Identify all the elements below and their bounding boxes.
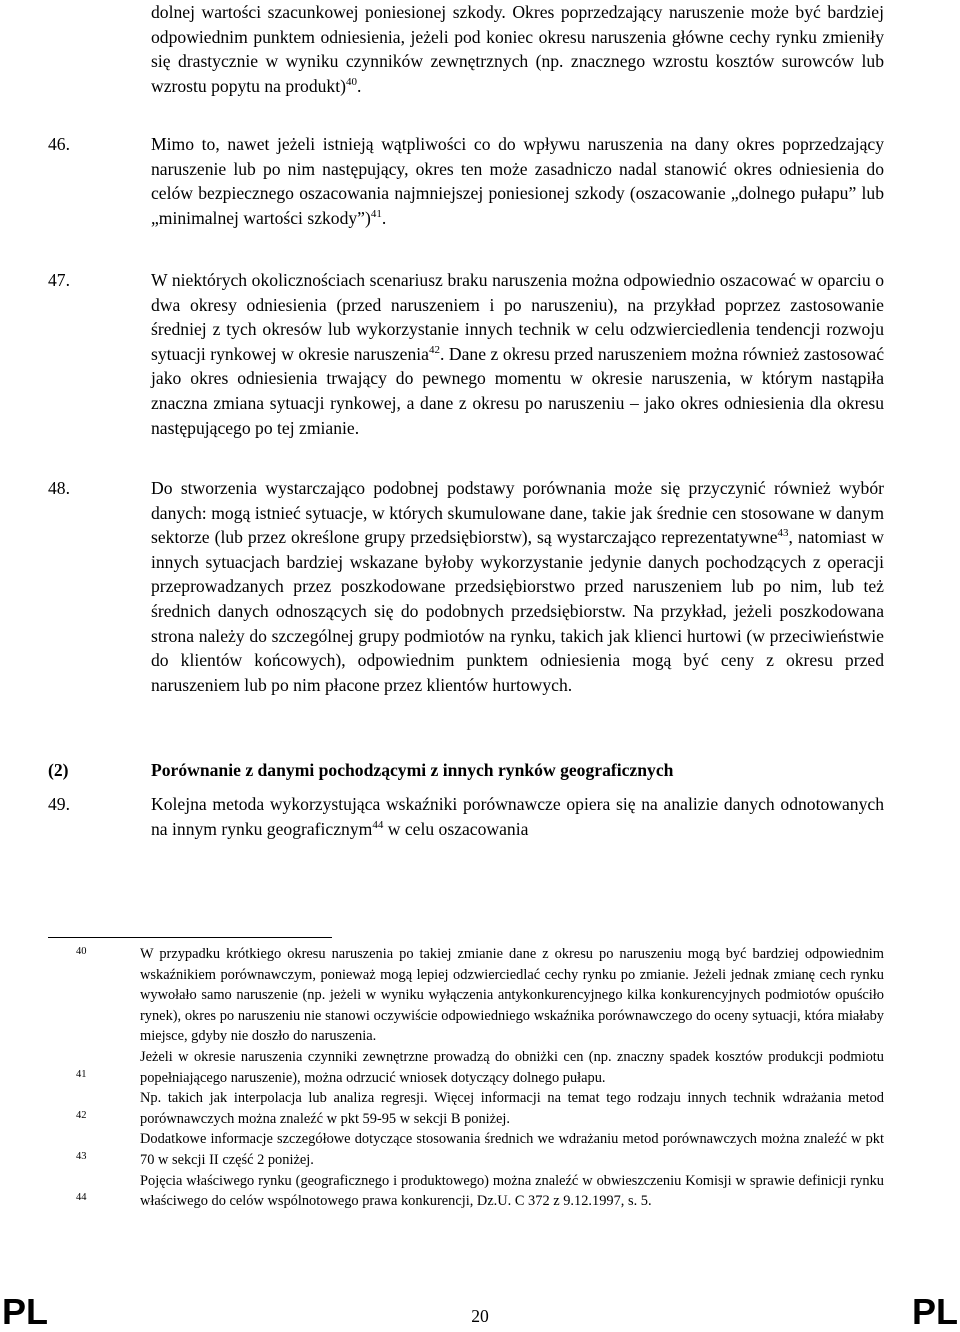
paragraph-text: Kolejna metoda wykorzystująca wskaźniki porównawcze opiera się na analizie danych odnotowanych na innym rynku geograficznym$^{44}$ w celu oszacowania bbox=[151, 794, 884, 839]
footnote-separator bbox=[48, 937, 332, 938]
footnote-number-40: 40 bbox=[76, 946, 87, 957]
section-title: Porównanie z danymi pochodzącymi z innych rynków geograficznych bbox=[151, 760, 674, 780]
paragraph-number: 49. bbox=[48, 794, 70, 814]
paragraph-48 bbox=[48, 476, 884, 697]
page-number: 20 bbox=[471, 1306, 489, 1326]
section-number: (2) bbox=[48, 760, 69, 780]
footer-language-left: PL bbox=[2, 1291, 49, 1332]
footnote-text-43: Dodatkowe informacje szczegółowe dotyczące stosowania średnich we wdrażaniu metod porównawczych można znaleźć w pkt 70 w sekcji II część 2 poniżej. bbox=[140, 1131, 884, 1168]
continued-paragraph: dolnej wartości szacunkowej poniesionej szkody. Okres poprzedzający naruszenie może być bardziej odpowiednim punktem odniesienia, jeżeli pod koniec okresu naruszenia główne cechy rynku zmieniły się drastycznie w wyniku czynników zewnętrznych (np. znacznego wzrostu kosztów surowców lub wzrostu popytu na produkt)$^{40}$. bbox=[151, 2, 884, 96]
footnote-ref-42[interactable]: 42 bbox=[428, 343, 440, 356]
footnote-ref-41[interactable]: 41 bbox=[370, 207, 382, 220]
paragraph-text: Mimo to, nawet jeżeli istnieją wątpliwości co do wpływu naruszenia na dany okres poprzedzający naruszenie lub po nim następujący, okres ten może zasadniczo nadal stanowić okres odniesienia do celów bezpiecznego oszacowania najmniejszej poniesionej szkody (oszacowanie „dolnego pułapu” lub „minimalnej wartości szkody”)$^{41}$. bbox=[151, 134, 884, 228]
footnote-text-44: Pojęcia właściwego rynku (geograficznego i produktowego) można znaleźć w obwieszczeniu Komisji w sprawie definicji rynku właściwego do celów wspólnotowego prawa konkurencji, Dz.U. C 372 z 9.12.1997, s. 5. bbox=[140, 1172, 884, 1210]
paragraph-47 bbox=[48, 268, 884, 440]
paragraph-number: 47. bbox=[48, 270, 70, 290]
paragraph-number: 46. bbox=[48, 134, 70, 154]
footer-language-right: PL bbox=[911, 1291, 958, 1332]
footnote-number-43: 43 bbox=[76, 1151, 87, 1162]
footnote-ref-43[interactable]: 43 bbox=[777, 527, 789, 540]
footnotes bbox=[140, 944, 884, 1212]
paragraph-text: Do stworzenia wystarczająco podobnej podstawy porównania może się przyczynić również wybór danych: mogą istnieć sytuacje, w których skumulowane dane, takie jak średnie cen stosowane w danym sektorze (lub przez określone grupy przedsiębiorstw), są wystarczająco reprezentatywne$^{43}$, natomiast w innych sytuacjach bardziej wskazane byłoby wykorzystanie jedynie danych pochodzących z operacji przeprowadzanych przez poszkodowane przedsiębiorstwo przed naruszeniem lub po nim, lub też średnich danych odnoszących się do podobnych przedsiębiorstw. Na przykład, jeżeli poszkodowana strona należy do szczególnej grupy podmiotów na rynku, takich jak klienci hurtowi (w przeciwieństwie do klientów końcowych), odpowiednim punktem odniesienia mogą być ceny z okresu przed naruszeniem lub po nim płacone przez klientów hurtowych. bbox=[151, 478, 885, 695]
footnote-ref-44[interactable]: 44 bbox=[372, 818, 384, 831]
footnote-text-41: Jeżeli w okresie naruszenia czynniki zewnętrzne prowadzą do obniżki cen (np. znaczny spadek kosztów produkcji podmiotu popełniającego naruszenie), można odrzucić wniosek dotyczący dolnego pułapu. bbox=[140, 1048, 884, 1086]
footnote-text-42: Np. takich jak interpolacja lub analiza regresji. Więcej informacji na temat tego rodzaju innych technik wdrażania metod porównawczych można znaleźć w pkt 59-95 w sekcji B poniżej. bbox=[140, 1090, 884, 1127]
paragraph-text: W niektórych okolicznościach scenariusz braku naruszenia można odpowiednio oszacować w oparciu o dwa okresy odniesienia (przed naruszeniem i po naruszeniu), na przykład poprzez zastosowanie średniej z tych okresów lub wykorzystanie innych technik w celu odzwierciedlenia tendencji rozwoju sytuacji rynkowej w okresie naruszenia$^{42}$. Dane z okresu przed naruszeniem można również zastosować jako okres odniesienia trwający do pewnego momentu w okresie naruszenia, w którym nastąpiła znaczna zmiana sytuacji rynkowej, a dane z okresu po naruszeniu – jako okres odniesienia dla okresu następującego po tej zmianie. bbox=[151, 270, 885, 438]
footnote-number-44: 44 bbox=[76, 1192, 87, 1203]
paragraph-number: 48. bbox=[48, 478, 70, 498]
footnote-number-42: 42 bbox=[76, 1110, 87, 1121]
section-heading bbox=[48, 758, 673, 782]
paragraph-49 bbox=[48, 792, 884, 841]
footnote-number-41: 41 bbox=[76, 1069, 87, 1080]
paragraph-46 bbox=[48, 132, 884, 230]
footnote-text-40: W przypadku krótkiego okresu naruszenia po takiej zmianie dane z okresu po naruszeniu mogą być bardziej odpowiednim wskaźnikiem porównawczym, ponieważ mogą lepiej odzwierciedlać cechy rynku po zmianie. Jeżeli jednak zmianę cech rynku wywołało samo naruszenie (np. jeżeli w wyniku wyłączenia antykonkurencyjnego kilka konkurencyjnych podmiotów opuściło rynek), okres po naruszeniu nie stanowi oczywiście odpowiedniego wskaźnika porównawczego do oceny sytuacji, która miałaby miejsce, gdyby nie doszło do naruszenia. bbox=[140, 946, 884, 1045]
footnote-ref-40[interactable]: 40 bbox=[345, 75, 357, 88]
